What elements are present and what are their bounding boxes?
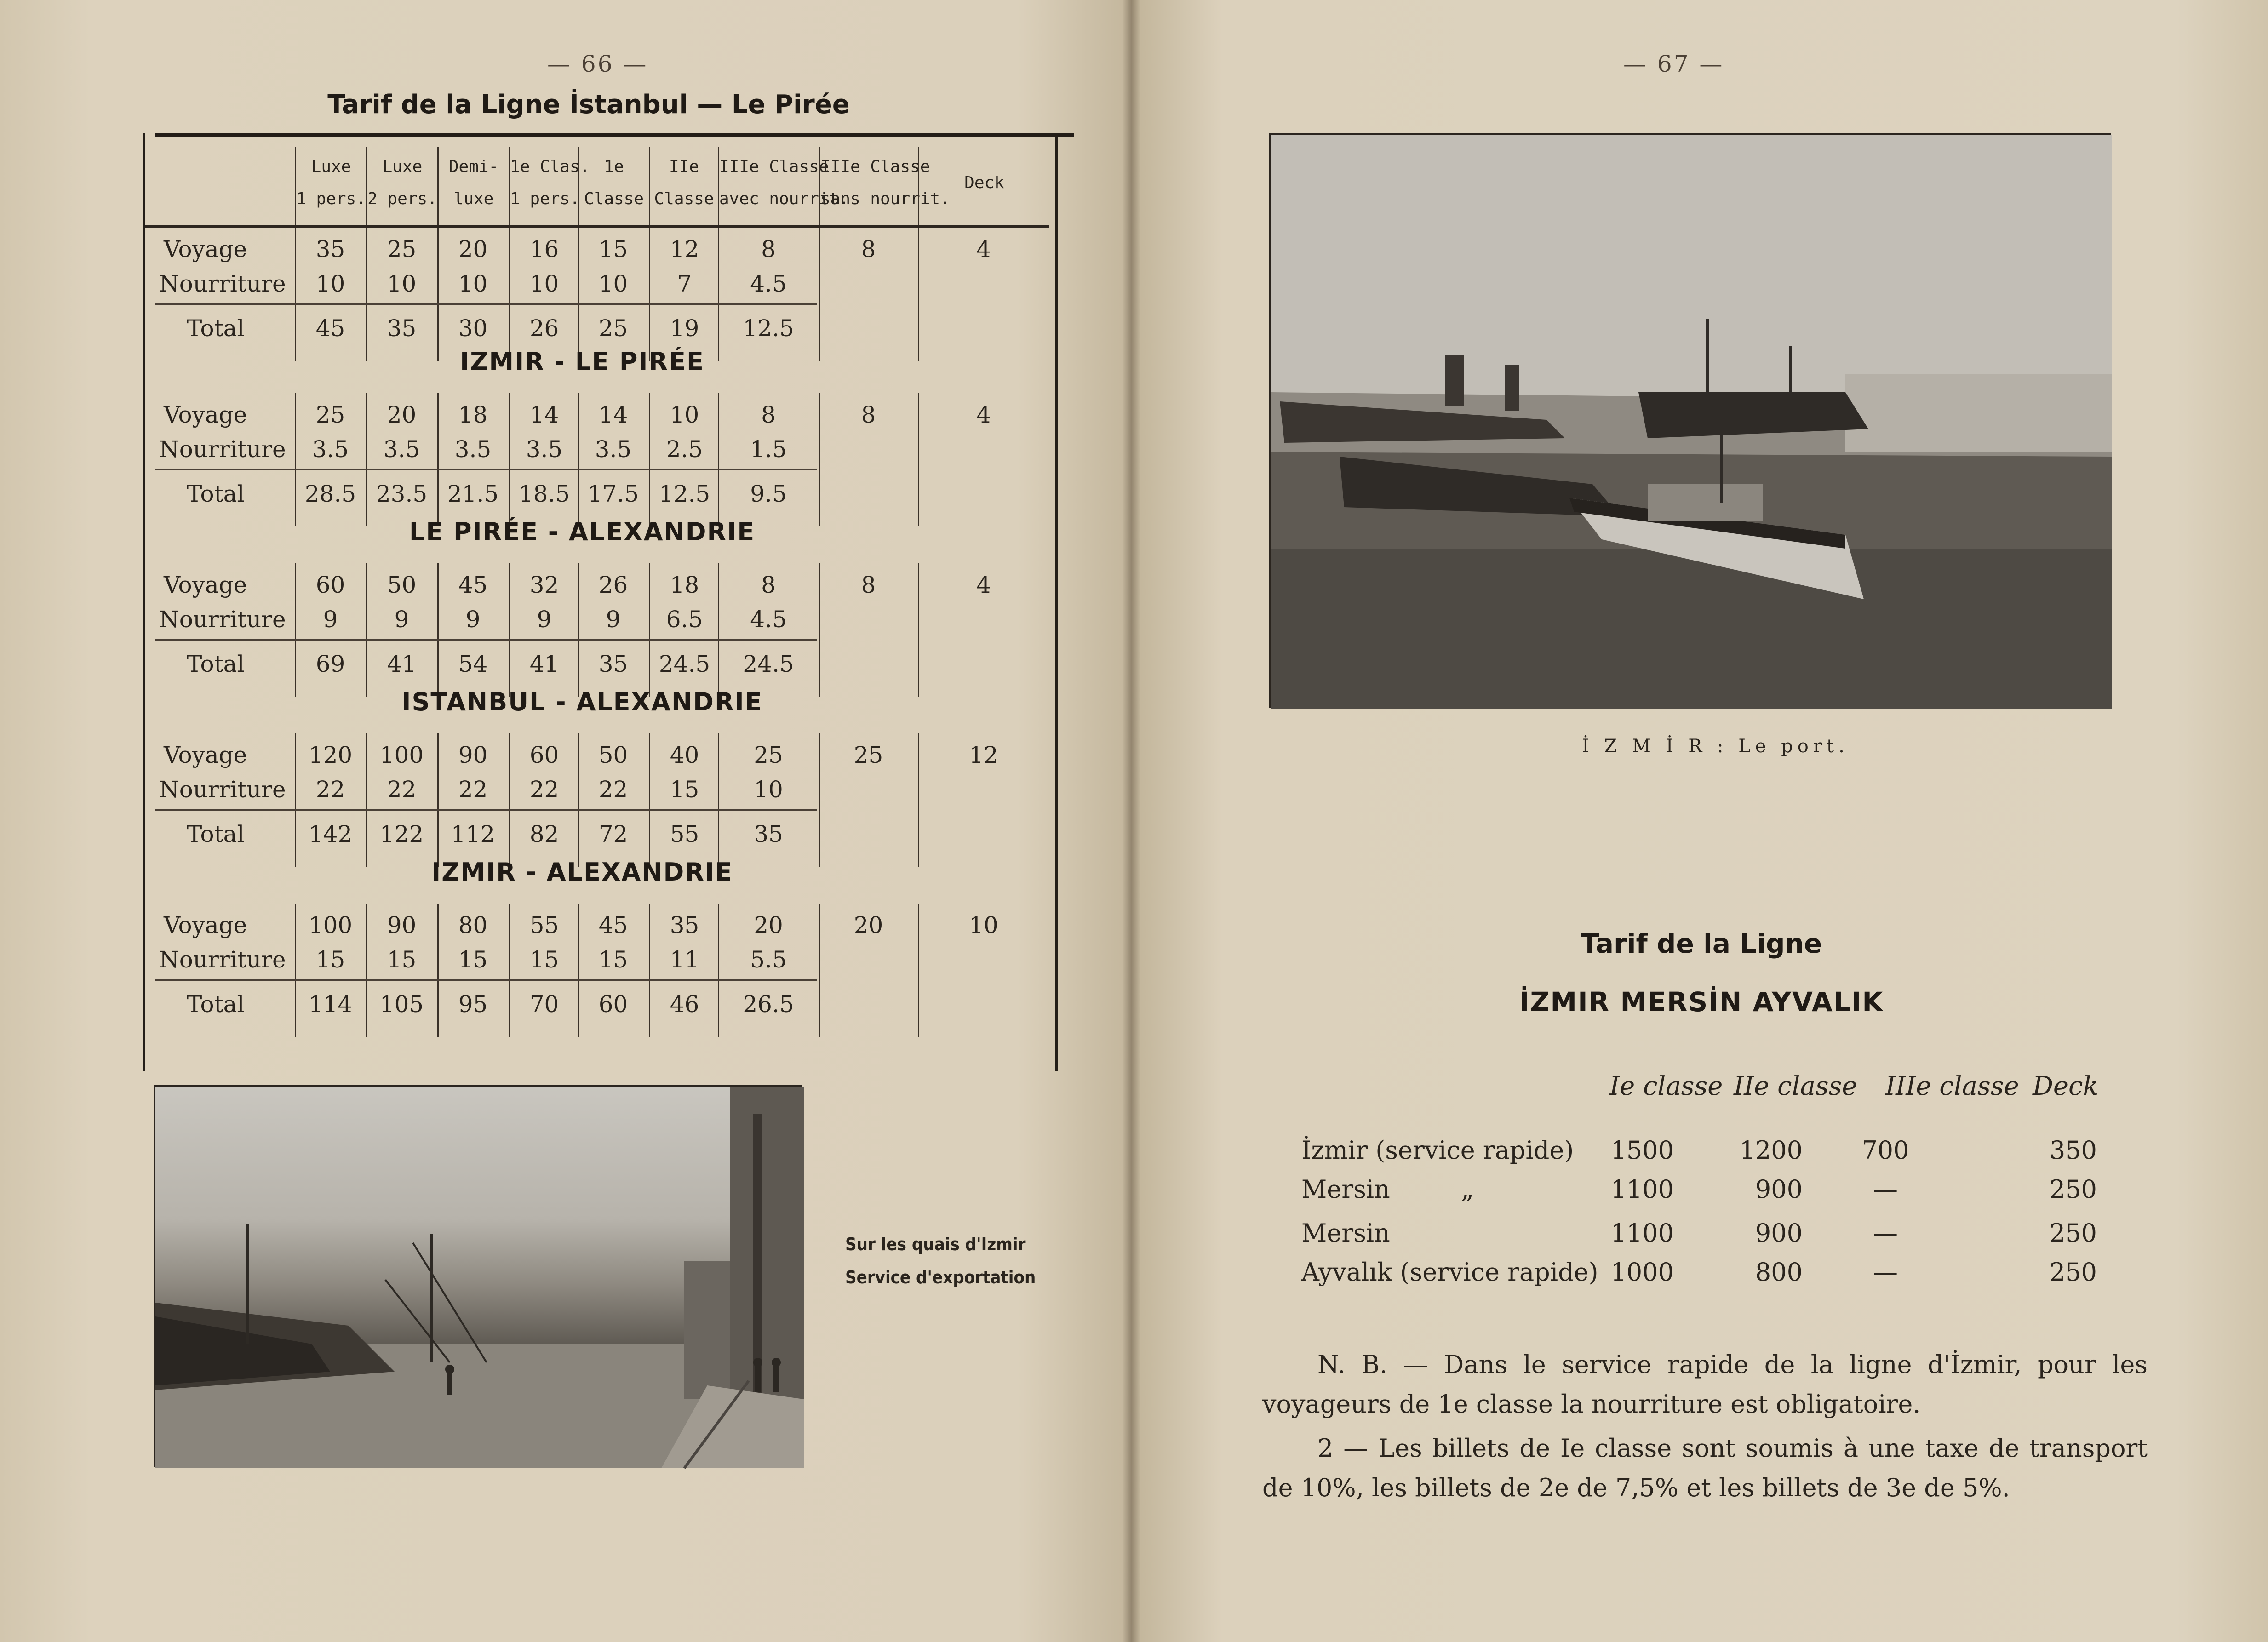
tariff-value-sans-nourriture: 8 [861,236,876,263]
tariff-value: 23.5 [376,481,428,507]
header-cell: IIIe Classe sans nourrit. [819,147,918,225]
tariff-section [145,563,1049,701]
page-number-right: — 67 — [1623,51,1724,77]
route-value: 1200 [1739,1136,1803,1165]
tariff-value: 5.5 [750,946,787,973]
tariff-value: 60 [315,572,345,598]
tariff-value: 41 [529,651,559,677]
tariff-value-deck: 4 [976,401,991,428]
tariff-value: 9 [537,606,552,633]
tariff-value: 26 [529,315,559,342]
tariff-value: 90 [387,912,417,938]
tariff-value: 25 [315,401,345,428]
tariff-value: 25 [754,742,783,768]
tariff-value: 46 [670,991,699,1018]
tariff-value: 18.5 [518,481,570,507]
section-title: IZMIR - LE PIRÉE [460,347,704,376]
tariff-value: 7 [677,270,692,297]
row-label: Voyage [164,742,247,768]
table-header [145,147,1049,228]
subtotal-rule [155,639,817,641]
tariff-value: 19 [670,315,699,342]
tariff-value: 15 [315,946,345,973]
tariff-value: 9 [323,606,338,633]
header-cell: Luxe 1 pers. [295,147,366,225]
header-cell: Demi- luxe [437,147,509,225]
subtotal-rule [155,979,817,981]
route-value: 700 [1861,1136,1909,1165]
tariff-value: 20 [754,912,783,938]
tariff-value: 8 [761,236,776,263]
tariff-title: Tarif de la Ligne İstanbul — Le Pirée [327,90,850,120]
section-title: ISTANBUL - ALEXANDRIE [401,687,763,716]
tariff-value: 3.5 [454,436,492,463]
tariff-value: 54 [458,651,488,677]
tariff-value: 60 [529,742,559,768]
tariff-value: 25 [598,315,628,342]
tariff-value: 122 [379,821,424,847]
tariff-value: 25 [387,236,417,263]
tariff-value: 15 [598,946,628,973]
tariff-value-sans-nourriture: 8 [861,401,876,428]
tariff-value: 35 [387,315,417,342]
tariff-value: 12 [670,236,699,263]
row-label: Nourriture [159,776,286,803]
tariff-value: 80 [458,912,488,938]
tariff-value: 4.5 [750,270,787,297]
port-photo [1269,133,2111,708]
row-label: Voyage [164,572,247,598]
route-value: 1000 [1610,1258,1674,1287]
tariff-value: 3.5 [526,436,563,463]
tariff-value: 95 [458,991,488,1018]
tariff-section [145,904,1049,1041]
route-row [1297,1136,2125,1177]
tariff-value: 22 [387,776,417,803]
subtotal-rule [155,303,817,305]
tariff-value: 45 [598,912,628,938]
tariff-value: 3.5 [312,436,349,463]
tariff-value: 10 [458,270,488,297]
row-label: Nourriture [159,946,286,973]
tariff-value: 22 [529,776,559,803]
section-title: IZMIR - ALEXANDRIE [431,858,733,887]
tariff-value: 12.5 [659,481,710,507]
tariff-value: 50 [598,742,628,768]
row-label: Voyage [164,236,247,263]
col-header-3: IIIe classe [1885,1071,2019,1101]
tariff-value: 9 [465,606,481,633]
tariff-value: 30 [458,315,488,342]
tariff-value: 26 [598,572,628,598]
page-number-left: — 66 — [547,51,648,77]
tariff-value: 2.5 [666,436,703,463]
tariff-value: 10 [754,776,783,803]
tariff-value: 8 [761,401,776,428]
note-1: N. B. — Dans le service rapide de la ligne d'İzmir, pour les voyageurs de 1e classe la nourriture est obligatoire. [1262,1350,2148,1419]
tariff-value: 1.5 [750,436,787,463]
caption-line-2: Service d'exportation [845,1267,1036,1287]
book-gutter [1122,0,1140,1642]
tariff-value: 4.5 [750,606,787,633]
route-value: 1100 [1610,1175,1674,1204]
route-name: Mersin [1301,1219,1390,1247]
route-value: 1100 [1610,1219,1674,1247]
tariff-value: 15 [598,236,628,263]
tariff-value: 26.5 [743,991,794,1018]
tariff-value: 9.5 [750,481,787,507]
route-value: 800 [1755,1258,1803,1287]
route-value: 250 [2049,1219,2097,1247]
tariff-value: 72 [598,821,628,847]
tariff-section [145,733,1049,871]
subtotal-rule [155,809,817,811]
tariff-value: 22 [458,776,488,803]
row-label: Total [187,821,245,847]
tariff-value: 20 [387,401,417,428]
tariff-value: 90 [458,742,488,768]
route-name: Ayvalık (service rapide) [1301,1258,1598,1287]
tariff-value: 142 [308,821,353,847]
route-name: İzmir (service rapide) [1301,1136,1574,1165]
tariff-section [145,228,1049,366]
row-label: Total [187,315,245,342]
tariff-value: 3.5 [595,436,632,463]
subtotal-rule [155,469,817,470]
tariff-value: 14 [598,401,628,428]
tariff-value: 3.5 [383,436,420,463]
header-cell: 1e Clas. 1 pers. [509,147,578,225]
tariff-value: 32 [529,572,559,598]
tariff-value: 15 [529,946,559,973]
route-name: Mersin „ [1301,1175,1474,1204]
table-top-rule [155,133,1074,138]
tariff-value: 9 [606,606,621,633]
tariff-value: 50 [387,572,417,598]
tariff-value: 10 [387,270,417,297]
note-2: 2 — Les billets de Ie classe sont soumis à une taxe de transport de 10%, les billets de 2e de 7,5% et les billets de 3e de 5%. [1262,1434,2148,1502]
header-label-cell [145,147,295,225]
tariff-value: 9 [394,606,409,633]
header-cell: 1e Classe [578,147,649,225]
tariff-value-deck: 12 [969,742,998,768]
tariff-value: 28.5 [304,481,356,507]
tariff-value: 6.5 [666,606,703,633]
tariff-value: 120 [308,742,353,768]
tariff-value: 40 [670,742,699,768]
header-cell: IIIe Classe avec nourrit. [718,147,819,225]
route-value: 250 [2049,1258,2097,1287]
tariff-value: 45 [458,572,488,598]
tariff-value: 70 [529,991,559,1018]
route-row [1297,1258,2125,1299]
route-tariff-subtitle: İZMIR MERSİN AYVALIK [1519,986,1884,1018]
tariff-value: 15 [387,946,417,973]
route-value: 900 [1755,1219,1803,1247]
tariff-value-deck: 4 [976,572,991,598]
tariff-value: 112 [451,821,495,847]
tariff-table [143,133,1058,1071]
tariff-value-sans-nourriture: 8 [861,572,876,598]
header-cell: IIe Classe [649,147,718,225]
tariff-value: 20 [458,236,488,263]
row-label: Total [187,651,245,677]
col-header-4: Deck [2033,1071,2099,1101]
tariff-value: 16 [529,236,559,263]
port-photo-caption: İ Z M İ R : Le port. [1582,736,1849,757]
tariff-value: 14 [529,401,559,428]
tariff-value: 17.5 [587,481,639,507]
tariff-value: 35 [670,912,699,938]
quay-photo [154,1085,802,1467]
tariff-value: 15 [458,946,488,973]
route-value: 1500 [1610,1136,1674,1165]
tariff-value: 105 [379,991,424,1018]
tariff-value: 15 [670,776,699,803]
caption-line-1: Sur les quais d'Izmir [845,1234,1026,1254]
tariff-value: 55 [529,912,559,938]
tariff-value-sans-nourriture: 20 [853,912,883,938]
route-value: — [1873,1219,1898,1247]
col-header-2: IIe classe [1734,1071,1857,1101]
row-label: Total [187,991,245,1018]
tariff-value: 24.5 [659,651,710,677]
tariff-value: 41 [387,651,417,677]
route-value: 350 [2049,1136,2097,1165]
tariff-value: 35 [754,821,783,847]
tariff-value: 114 [308,991,353,1018]
route-value: — [1873,1258,1898,1287]
tariff-value: 22 [598,776,628,803]
tariff-value: 24.5 [743,651,794,677]
col-header-1: Ie classe [1609,1071,1723,1101]
tariff-value: 8 [761,572,776,598]
tariff-value: 45 [315,315,345,342]
tariff-value: 21.5 [447,481,499,507]
tariff-value-sans-nourriture: 25 [853,742,883,768]
route-tariff-title: Tarif de la Ligne [1581,928,1822,959]
tariff-value-deck: 10 [969,912,998,938]
tariff-value: 18 [670,572,699,598]
tariff-value: 69 [315,651,345,677]
tariff-value: 18 [458,401,488,428]
row-label: Voyage [164,912,247,938]
tariff-value: 11 [670,946,699,973]
route-value: — [1873,1175,1898,1204]
row-label: Nourriture [159,436,286,463]
tariff-value: 10 [598,270,628,297]
row-label: Total [187,481,245,507]
tariff-value: 22 [315,776,345,803]
route-row [1297,1175,2125,1216]
tariff-section [145,393,1049,531]
tariff-value: 35 [598,651,628,677]
row-label: Nourriture [159,270,286,297]
header-cell: Luxe 2 pers. [366,147,437,225]
tariff-value: 100 [308,912,353,938]
tariff-value: 100 [379,742,424,768]
tariff-value: 82 [529,821,559,847]
tariff-value: 10 [670,401,699,428]
route-value: 250 [2049,1175,2097,1204]
route-value: 900 [1755,1175,1803,1204]
tariff-value: 60 [598,991,628,1018]
section-title: LE PIRÉE - ALEXANDRIE [409,517,756,546]
notes [1262,1345,2148,1508]
header-cell: Deck [918,147,1049,225]
tariff-value: 12.5 [743,315,794,342]
row-label: Nourriture [159,606,286,633]
tariff-value: 55 [670,821,699,847]
tariff-value-deck: 4 [976,236,991,263]
tariff-value: 35 [315,236,345,263]
tariff-value: 10 [529,270,559,297]
row-label: Voyage [164,401,247,428]
quay-photo-drawing [155,1087,804,1468]
tariff-value: 10 [315,270,345,297]
quay-photo-caption [845,1228,1075,1294]
port-photo-drawing [1271,135,2112,709]
route-row [1297,1219,2125,1260]
